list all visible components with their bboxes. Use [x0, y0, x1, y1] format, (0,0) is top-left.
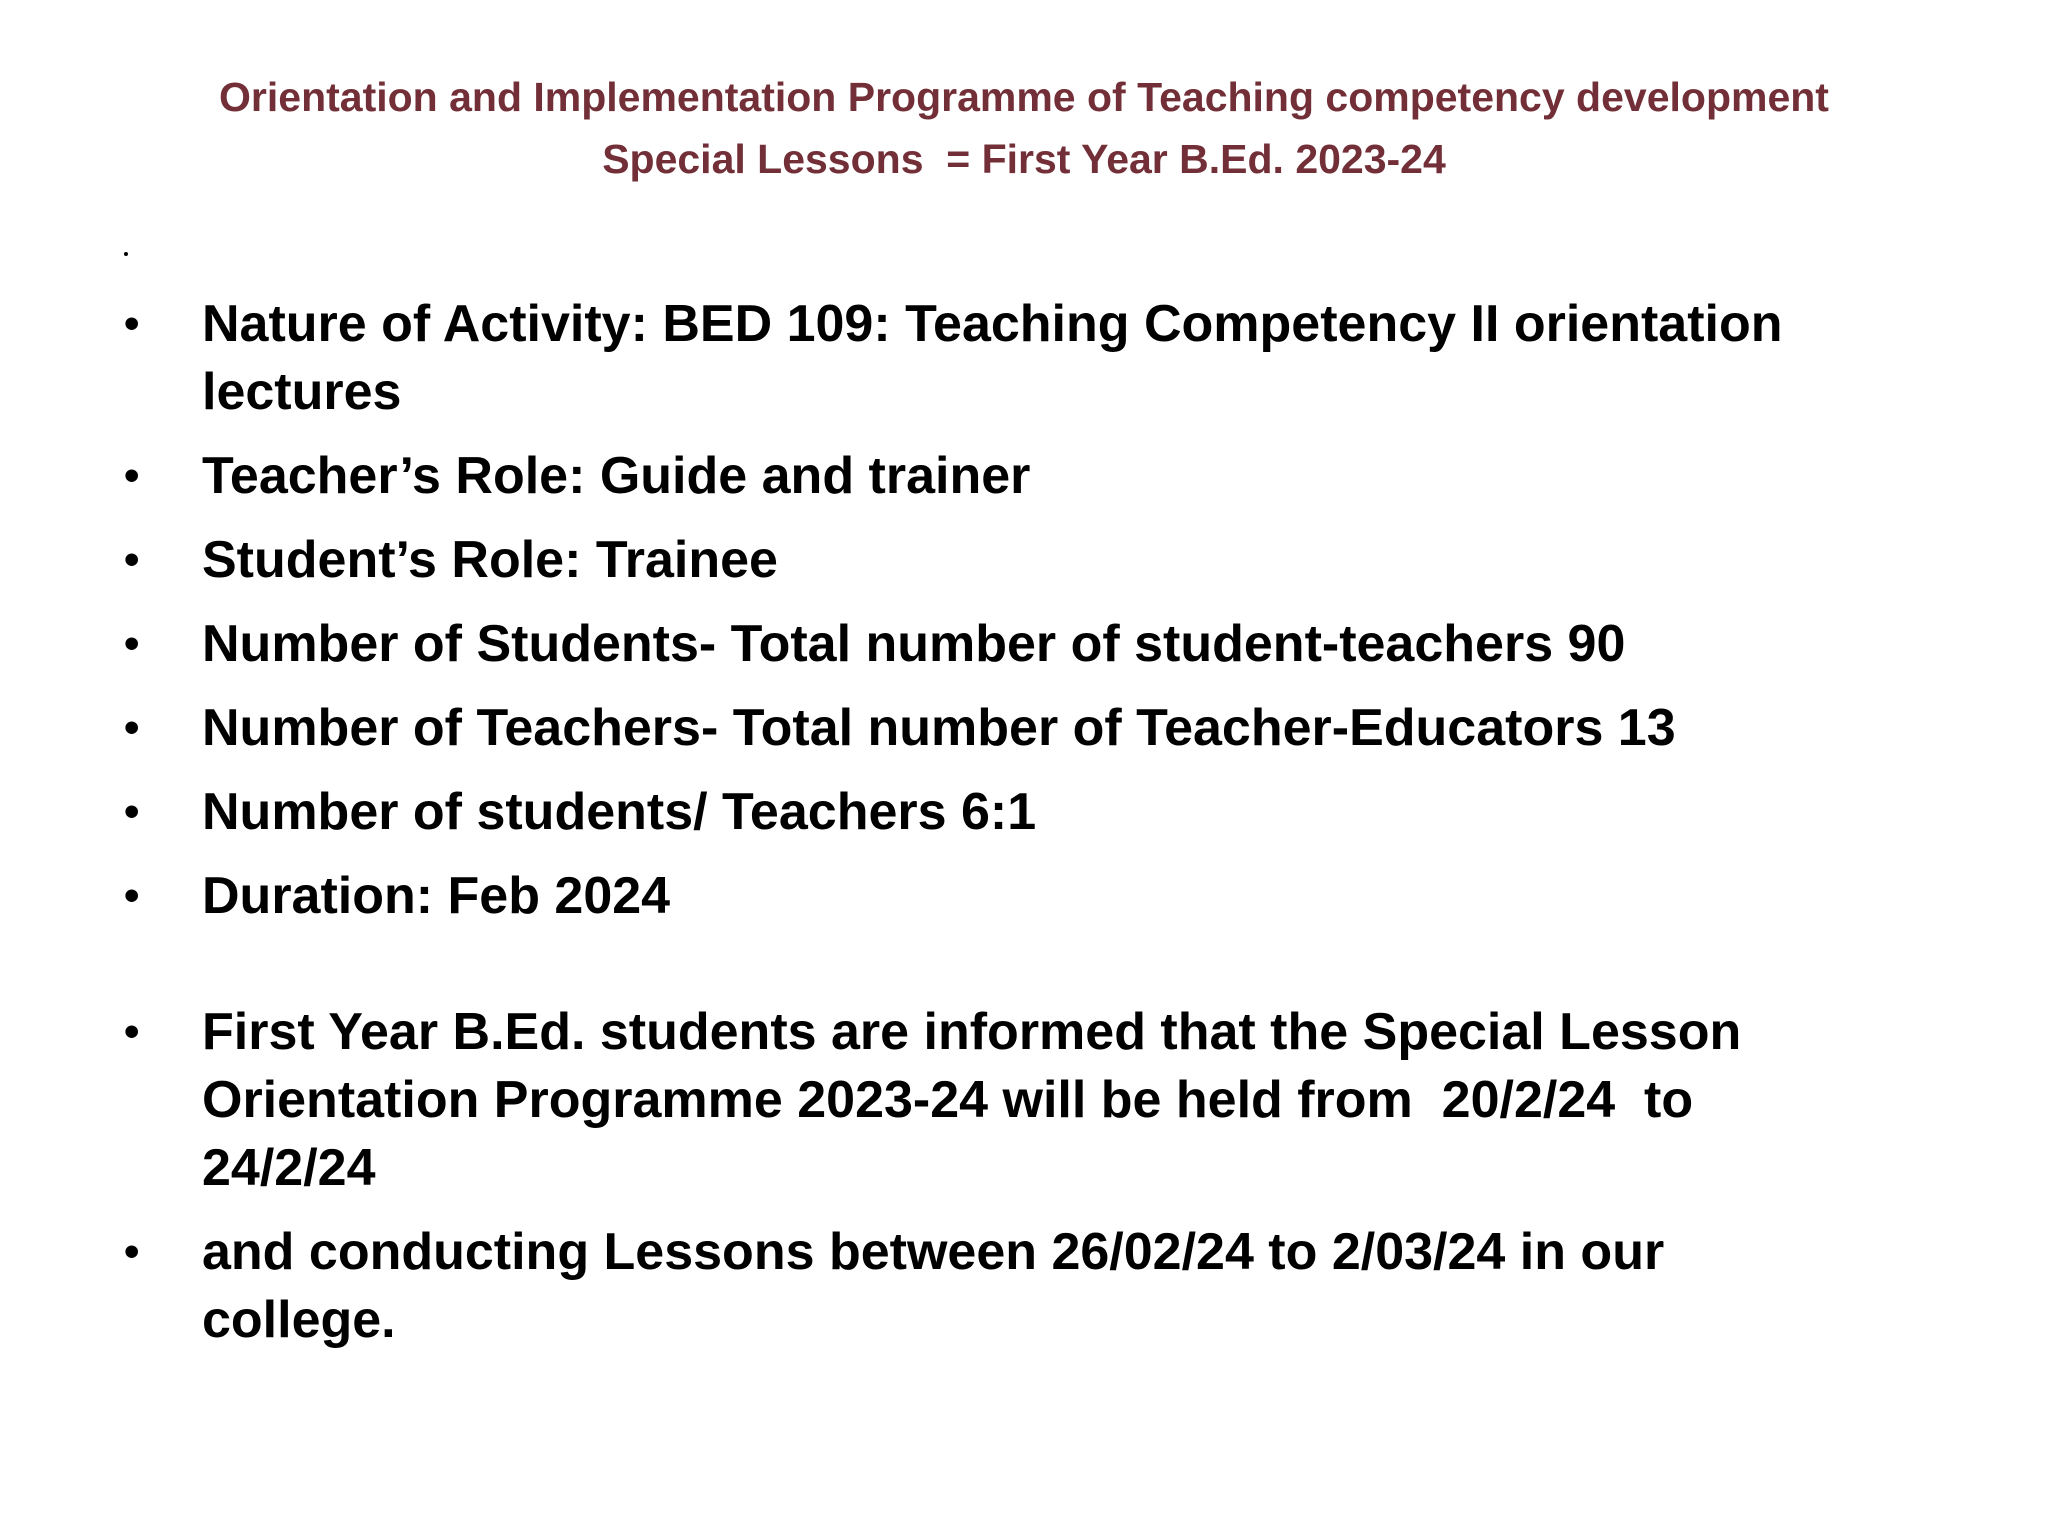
bullet-text-line: Duration: Feb 2024	[202, 867, 671, 925]
bullet-item-student-role	[124, 526, 1944, 594]
bullet-marker: •	[124, 451, 140, 500]
bullet-text-line: Nature of Activity: BED 109: Teaching Competency II orientation	[202, 295, 1783, 353]
slide-title	[0, 66, 2048, 190]
bullet-marker: •	[124, 535, 140, 584]
bullet-text-line: Number of students/ Teachers 6:1	[202, 783, 1037, 841]
title-line-1: Orientation and Implementation Programme of Teaching competency development	[219, 74, 1829, 120]
bullet-item-number-of-students	[124, 610, 1944, 678]
bullet-item-number-of-teachers	[124, 694, 1944, 762]
bullet-item-orientation-notice	[124, 998, 1944, 1202]
bullet-marker: •	[124, 299, 140, 348]
bullet-item-nature-of-activity	[124, 290, 1944, 426]
empty-bullet-dot	[124, 252, 128, 256]
bullet-text-line: Number of Students- Total number of student-teachers 90	[202, 615, 1626, 673]
bullet-marker: •	[124, 1227, 140, 1276]
bullet-text-line: 24/2/24	[202, 1139, 376, 1197]
bullet-text-line: college.	[202, 1291, 396, 1349]
bullet-marker: •	[124, 703, 140, 752]
bullet-text-line: lectures	[202, 363, 402, 421]
bullet-text-line: Number of Teachers- Total number of Teacher-Educators 13	[202, 699, 1676, 757]
bullet-text-line: Teacher’s Role: Guide and trainer	[202, 447, 1031, 505]
bullet-text-line: First Year B.Ed. students are informed that the Special Lesson	[202, 1003, 1742, 1061]
title-line-2: Special Lessons = First Year B.Ed. 2023-24	[602, 136, 1446, 182]
bullet-item-ratio	[124, 778, 1944, 846]
bullet-item-duration	[124, 862, 1944, 930]
bullet-marker: •	[124, 1007, 140, 1056]
bullet-list	[124, 290, 1944, 1370]
bullet-text-line: Orientation Programme 2023-24 will be held from 20/2/24 to	[202, 1071, 1694, 1129]
bullet-marker: •	[124, 787, 140, 836]
bullet-marker: •	[124, 619, 140, 668]
bullet-item-lessons-notice	[124, 1218, 1944, 1354]
bullet-text-line: Student’s Role: Trainee	[202, 531, 778, 589]
bullet-item-teacher-role	[124, 442, 1944, 510]
bullet-marker: •	[124, 871, 140, 920]
bullet-text-line: and conducting Lessons between 26/02/24 to 2/03/24 in our	[202, 1223, 1665, 1281]
